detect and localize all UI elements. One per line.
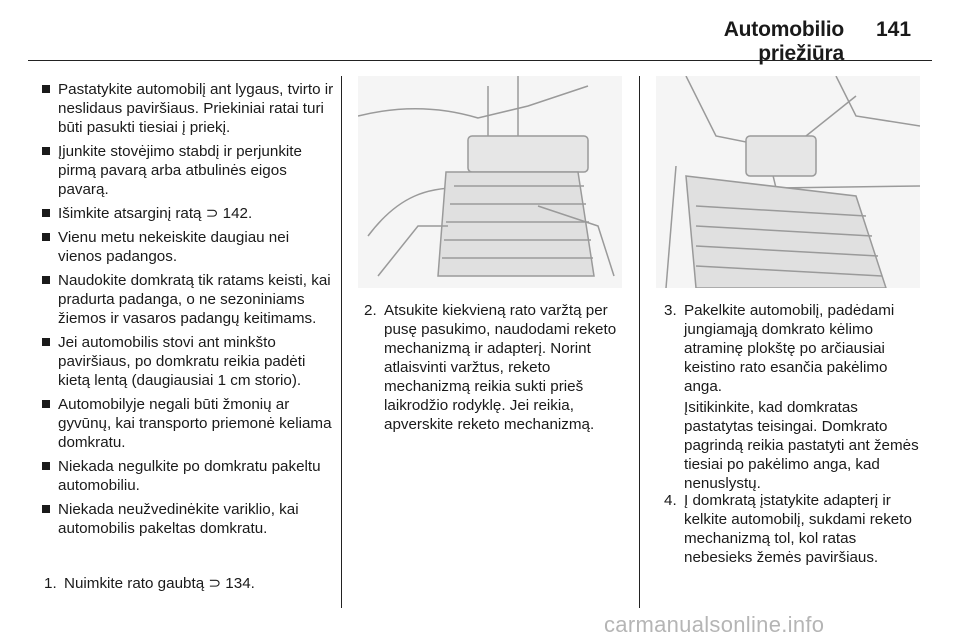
step-text: Pakelkite automobilį, padėdami jungiamąją domkrato kėlimo atraminę plokštę po arčiausiai keistino rato esančia pakėlimo anga. [684, 302, 895, 395]
safety-bullet-list [58, 80, 334, 543]
step-number: 3. [664, 302, 677, 319]
bullet-item: Pastatykite automobilį ant lygaus, tvirto ir neslidaus paviršiaus. Priekiniai ratai turi būti pasukti tiesiai į priekį. [58, 81, 334, 136]
bullet-item: Niekada negulkite po domkratu pakeltu automobiliu. [58, 457, 334, 495]
page-title: Automobilio priežiūra [723, 18, 844, 65]
bullet-item: Niekada neužvedinėkite variklio, kai automobilis pakeltas domkratu. [58, 500, 334, 538]
bullet-item: Išimkite atsarginį ratą ⊃ 142. [58, 204, 334, 223]
bullet-item: Vienu metu nekeiskite daugiau nei vienos padangos. [58, 228, 334, 266]
bullet-item: Naudokite domkratą tik ratams keisti, kai pradurta padanga, o ne sezoniniams žiemos ir vasaros padangų keitimams. [58, 271, 334, 328]
bullet-item: Automobilyje negali būti žmonių ar gyvūnų, kai transporto priemonė keliama domkratu. [58, 395, 334, 452]
header-divider [28, 60, 932, 61]
bullet-item: Jei automobilis stovi ant minkšto paviršiaus, po domkratu reikia padėti kietą lentą (daugiausiai 1 cm storio). [58, 333, 334, 390]
watermark: carmanualsonline.info [604, 612, 825, 637]
illustration-wheel-nuts [358, 76, 622, 288]
step-text: Į domkratą įstatykite adapterį ir kelkite automobilį, sukdami reketo mechanizmą tol, kol ratas nebesieks žemės paviršiaus. [684, 492, 912, 566]
column-divider-left [341, 76, 342, 608]
illustration-jack-placement [656, 76, 920, 288]
page-number: 141 [876, 18, 912, 41]
step-number: 1. [44, 575, 57, 592]
step-number: 4. [664, 492, 677, 509]
step-text: Atsukite kiekvieną rato varžtą per pusę pasukimo, naudodami reketo mechanizmą ir adapterį. Norint atlaisvinti varžtus, reketo mechanizmą reikia sukti prieš laikrodžio rodyklę. Jei reikia, apverskite reketo mechanizmą. [384, 302, 617, 433]
step-number: 2. [364, 302, 377, 319]
column-divider-right [639, 76, 640, 608]
step-text: Nuimkite rato gaubtą ⊃ 134. [64, 575, 255, 592]
bullet-item: Įjunkite stovėjimo stabdį ir perjunkite pirmą pavarą arba atbulinės eigos pavarą. [58, 142, 334, 199]
step-3-note: Įsitikinkite, kad domkratas pastatytas teisingai. Domkrato pagrindą reikia pastatyti ant žemės tiesiai po pakėlimo anga, kad nenuslystų. [684, 399, 919, 492]
